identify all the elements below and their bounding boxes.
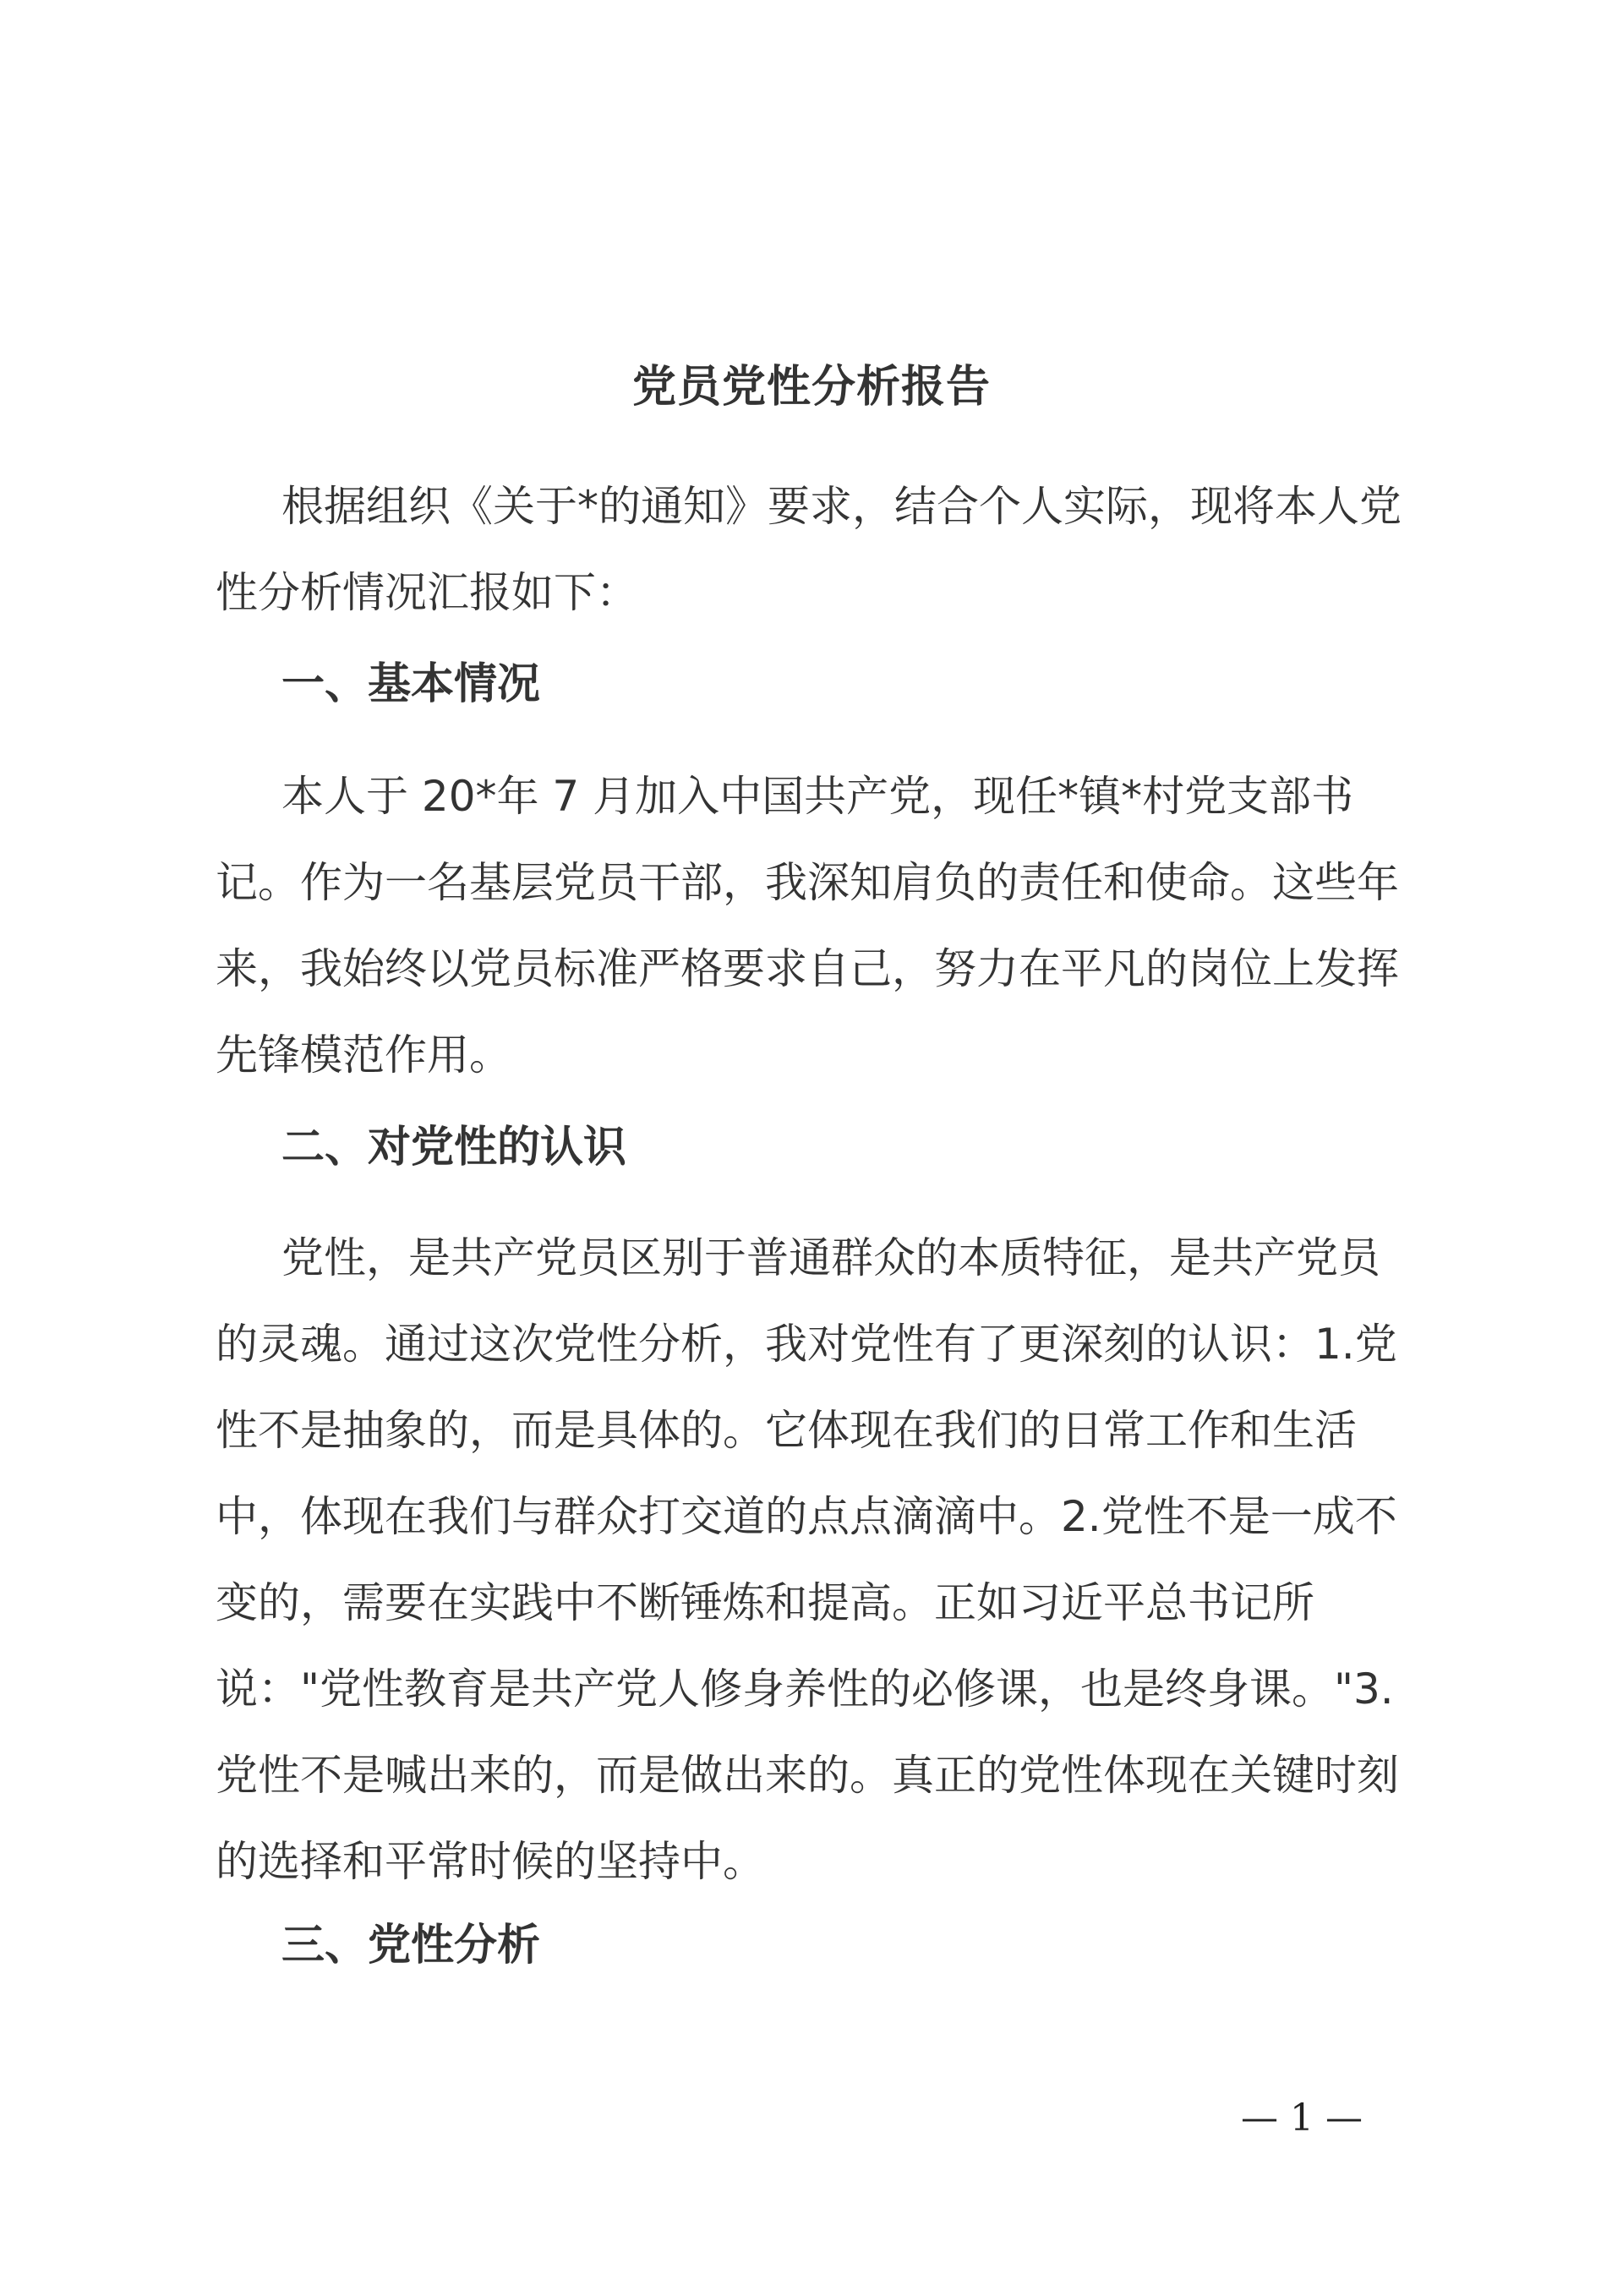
section-heading-party-analysis: 三、党性分析 xyxy=(281,1921,541,1971)
page-number: — 1 — xyxy=(1241,2096,1363,2140)
section-body-party-understanding: 党性，是共产党员区别于普通群众的本质特征，是共产党员的灵魂。通过这次党性分析，我对党性有了更深刻的认识：1.党性不是抽象的，而是具体的。它体现在我们的日常工作和生活中，体现在我们与群众打交道的点点滴滴中。2.党性不是一成不变的，需要在实践中不断锤炼和提高。正如习近平总书记所说："党性教育是共产党人修身养性的必修课，也是终身课。"3.党性不是喊出来的，而是做出来的。真正的党性体现在关键时刻的选择和平常时候的坚持中。 xyxy=(216,1233,1399,1886)
section-heading-party-understanding: 二、对党性的认识 xyxy=(281,1123,627,1173)
document-title: 党员党性分析报告 xyxy=(631,362,991,413)
intro-paragraph: 根据组织《关于*的通知》要求，结合个人实际，现将本人党性分析情况汇报如下： xyxy=(216,482,1402,617)
section-body-basic-info: 本人于 20*年 7 月加入中国共产党，现任*镇*村党支部书记。作为一名基层党员干部，我深知肩负的责任和使命。这些年来，我始终以党员标准严格要求自己，努力在平凡的岗位上发挥先锋模范作用。 xyxy=(216,772,1399,1080)
section-heading-basic-info: 一、基本情况 xyxy=(281,659,541,709)
